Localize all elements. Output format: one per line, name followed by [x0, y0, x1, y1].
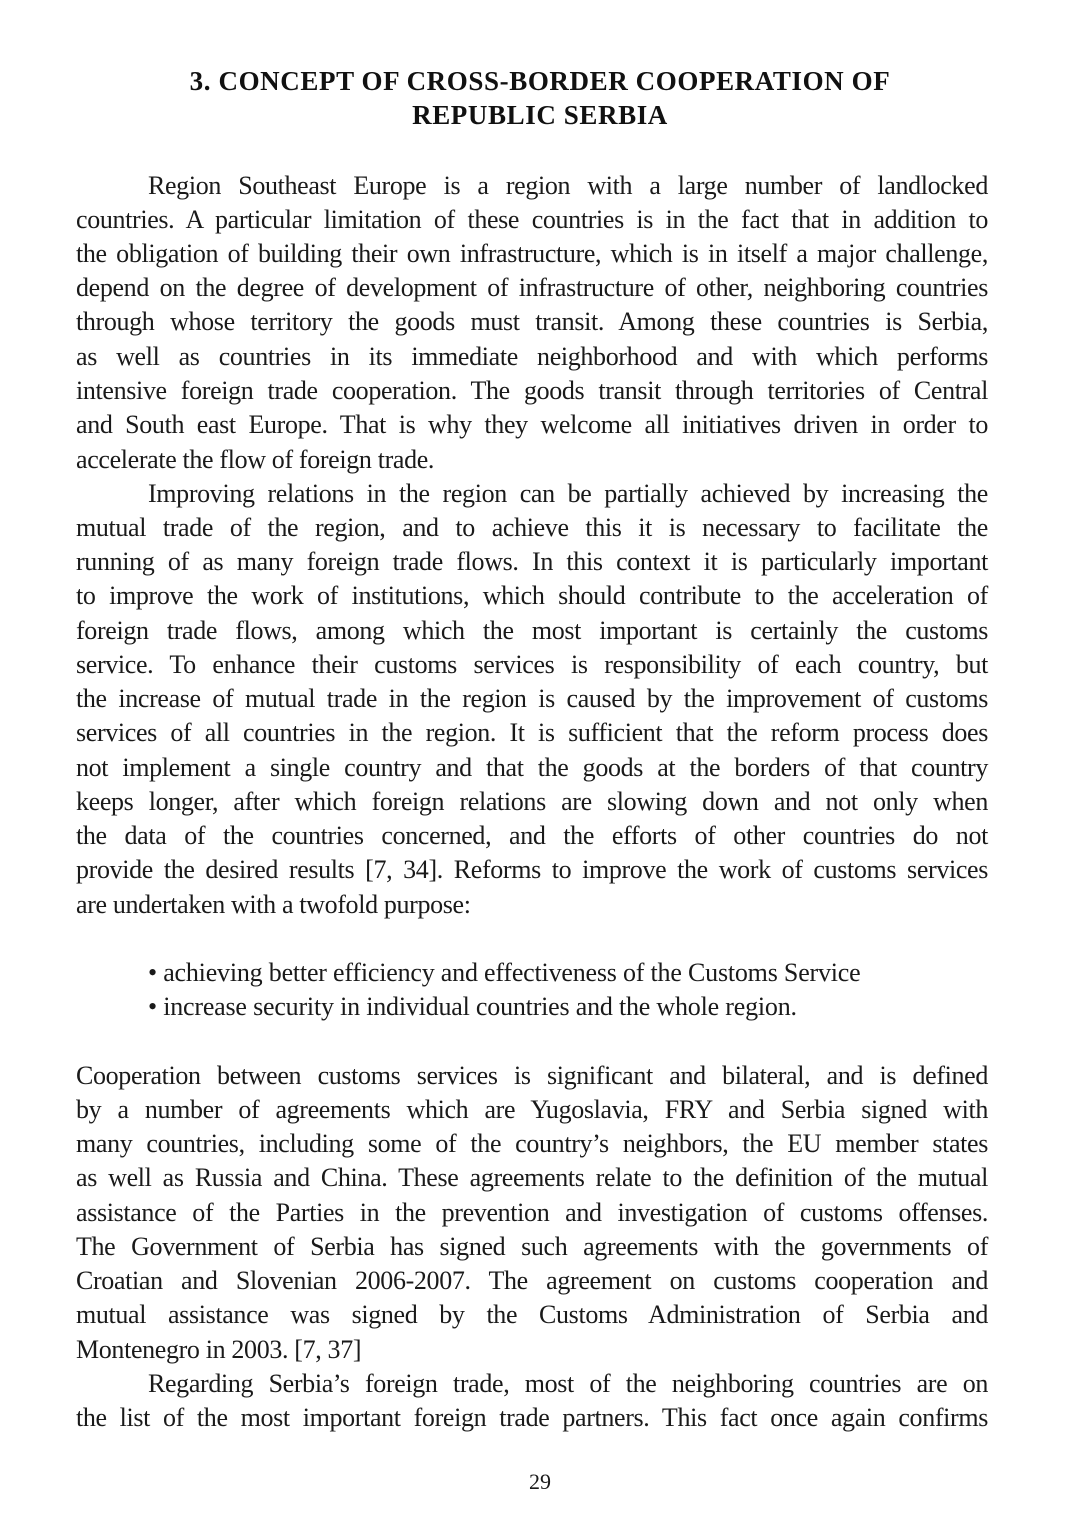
text-line: accelerate the flow of foreign trade. — [76, 445, 435, 474]
text-line: countries. A particular limitation of these countries is in the fact that in addition to — [76, 205, 988, 234]
text-line: keeps longer, after which foreign relations are slowing down and not only when — [76, 787, 988, 816]
section-heading-line-1: 3. CONCEPT OF CROSS-BORDER COOPERATION OF — [189, 66, 891, 96]
text-line: Croatian and Slovenian 2006-2007. The agreement on customs cooperation and — [76, 1266, 988, 1295]
text-line: Montenegro in 2003. [7, 37] — [76, 1335, 362, 1364]
text-line: The Government of Serbia has signed such agreements with the governments of — [76, 1232, 988, 1261]
text-line: to improve the work of institutions, which should contribute to the acceleration of — [76, 581, 988, 610]
text-line: are undertaken with a twofold purpose: — [76, 890, 471, 919]
bullet-item: • increase security in individual countries and the whole region. — [148, 992, 797, 1021]
section-heading-line-2: REPUBLIC SERBIA — [412, 100, 668, 130]
text-line: as well as countries in its immediate neighborhood and with which performs — [76, 342, 988, 371]
text-line: depend on the degree of development of infrastructure of other, neighboring countries — [76, 273, 988, 302]
text-line: assistance of the Parties in the prevention and investigation of customs offenses. — [76, 1198, 988, 1227]
text-line: the obligation of building their own infrastructure, which is in itself a major challenge, — [76, 239, 988, 268]
text-line: Improving relations in the region can be partially achieved by increasing the — [148, 479, 988, 508]
text-line: not implement a single country and that the goods at the borders of that country — [76, 753, 988, 782]
text-line: running of as many foreign trade flows. In this context it is particularly important — [76, 547, 988, 576]
text-line: and South east Europe. That is why they welcome all initiatives driven in order to — [76, 410, 988, 439]
text-line: Cooperation between customs services is significant and bilateral, and is defined — [76, 1061, 988, 1090]
text-line: by a number of agreements which are Yugoslavia, FRY and Serbia signed with — [76, 1095, 988, 1124]
text-line: service. To enhance their customs services is responsibility of each country, but — [76, 650, 988, 679]
bullet-item: • achieving better efficiency and effectiveness of the Customs Service — [148, 958, 861, 987]
text-line: the increase of mutual trade in the region is caused by the improvement of customs — [76, 684, 988, 713]
text-line: the data of the countries concerned, and the efforts of other countries do not — [76, 821, 988, 850]
text-line: as well as Russia and China. These agreements relate to the definition of the mutual — [76, 1163, 988, 1192]
text-line: services of all countries in the region. It is sufficient that the reform process does — [76, 718, 988, 747]
text-line: many countries, including some of the country’s neighbors, the EU member states — [76, 1129, 988, 1158]
page-number: 29 — [529, 1469, 551, 1494]
text-line: mutual trade of the region, and to achieve this it is necessary to facilitate the — [76, 513, 988, 542]
text-line: foreign trade flows, among which the most important is certainly the customs — [76, 616, 988, 645]
text-line: mutual assistance was signed by the Customs Administration of Serbia and — [76, 1300, 988, 1329]
text-line: through whose territory the goods must transit. Among these countries is Serbia, — [76, 307, 988, 336]
text-line: Regarding Serbia’s foreign trade, most of the neighboring countries are on — [148, 1369, 988, 1398]
text-line: provide the desired results [7, 34]. Reforms to improve the work of customs services — [76, 855, 988, 884]
text-line: intensive foreign trade cooperation. The goods transit through territories of Central — [76, 376, 988, 405]
text-line: Region Southeast Europe is a region with a large number of landlocked — [148, 171, 988, 200]
text-line: the list of the most important foreign trade partners. This fact once again confirms — [76, 1403, 988, 1432]
